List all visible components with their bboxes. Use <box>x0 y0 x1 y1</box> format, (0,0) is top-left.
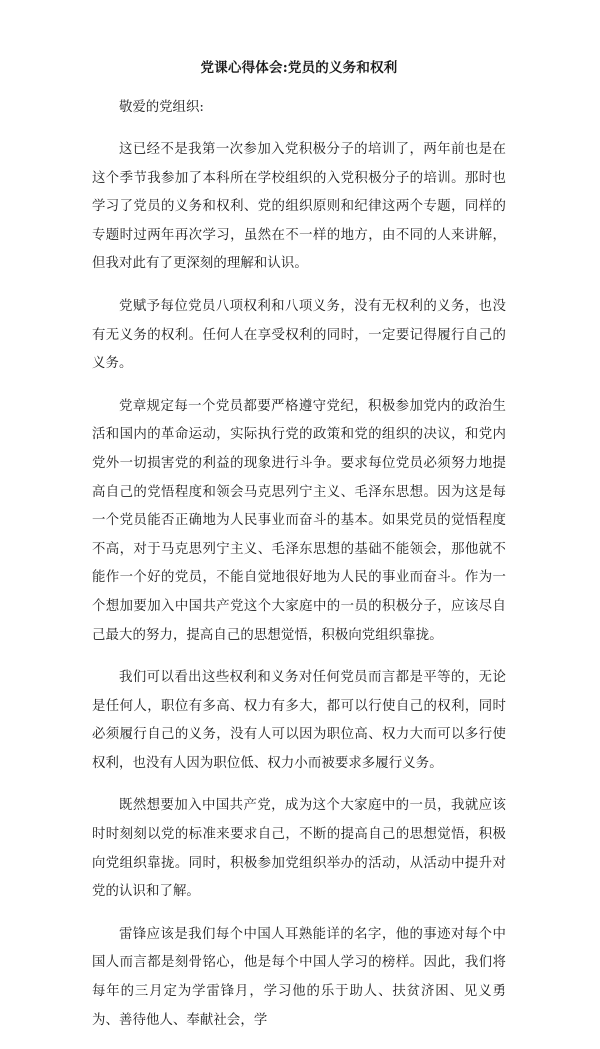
paragraph-3: 党章规定每一个党员都要严格遵守党纪，积极参加党内的政治生活和国内的革命运动，实际执行党的政策和党的组织的决议，和党内党外一切损害党的利益的现象进行斗争。要求每位党员必须努力地提高自己的党悟程度和领会马克思列宁主义、毛泽东思想。因为这是每一个党员能否正确地为人民事业而奋斗的基本。如果党员的觉悟程度不高，对于马克思列宁主义、毛泽东思想的基础不能领会，那他就不能作一个好的党员，不能自觉地很好地为人民的事业而奋斗。作为一个想加要加入中国共产党这个大家庭中的一员的积极分子，应该尽自己最大的努力，提高自己的思想觉悟，积极向党组织靠拢。 <box>92 398 506 643</box>
document-page <box>92 58 506 1049</box>
paragraph-6: 雷锋应该是我们每个中国人耳熟能详的名字，他的事迹对每个中国人而言都是刻骨铭心，他是每个中国人学习的榜样。因此，我们将每年的三月定为学雷锋月，学习他的乐于助人、扶贫济困、见义勇为、善待他人、奉献社会，学 <box>92 926 506 1028</box>
salutation: 敬爱的党组织: <box>119 100 204 115</box>
paragraph-5: 既然想要加入中国共产党，成为这个大家庭中的一员，我就应该时时刻刻以党的标准来要求自己，不断的提高自己的思想觉悟，积极向党组织靠拢。同时，积极参加党组织举办的活动，从活动中提升对党的认识和了解。 <box>92 798 506 900</box>
document-title: 党课心得体会:党员的义务和权利 <box>200 60 398 76</box>
paragraph-1: 这已经不是我第一次参加入党积极分子的培训了，两年前也是在这个季节我参加了本科所在学校组织的入党积极分子的培训。那时也学习了党员的义务和权利、党的组织原则和纪律这两个专题，同样的专题时过两年再次学习，虽然在不一样的地方，由不同的人来讲解，但我对此有了更深刻的理解和认识。 <box>92 142 506 272</box>
paragraph-2: 党赋予每位党员八项权利和八项义务，没有无权利的义务，也没有无义务的权利。任何人在享受权利的同时，一定要记得履行自己的义务。 <box>92 298 506 372</box>
paragraph-4: 我们可以看出这些权利和义务对任何党员而言都是平等的，无论是任何人，职位有多高、权力有多大，都可以行使自己的权利，同时必须履行自己的义务，没有人可以因为职位高、权力大而可以多行使权利，也没有人因为职位低、权力小而被要求多履行义务。 <box>92 670 506 771</box>
